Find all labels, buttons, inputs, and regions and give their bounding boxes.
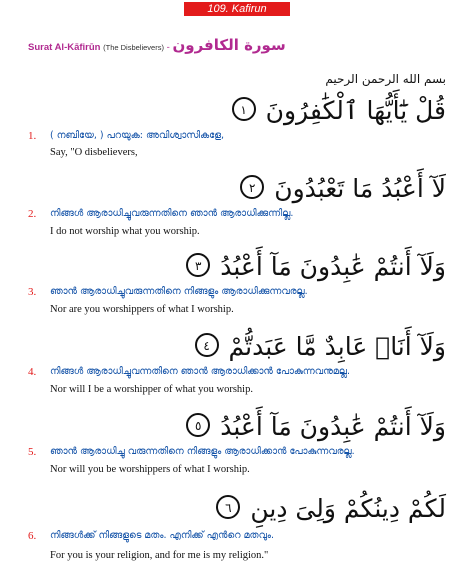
verse-arabic: [214, 490, 446, 528]
verse-malayalam: നിങ്ങള്‍ ആരാധിച്ചുവരുന്നതിനെ ഞാന്‍ ആരാധിക്കുന്നില്ല.: [50, 208, 294, 219]
ayah-marker-icon: ٦: [216, 495, 240, 519]
verse-arabic: [238, 170, 446, 208]
verse-english: Nor will you be worshippers of what I worship.: [50, 464, 250, 475]
verse-malayalam: ( നബിയേ, ) പറയുക: അവിശ്വാസികളേ,: [50, 130, 225, 141]
verse-english: For you is your religion, and for me is my religion.": [50, 550, 269, 561]
verse-number: 6.: [28, 530, 37, 542]
arabic-text: لَكُمْ دِينُكُمْ وَلِىَ دِينِ: [250, 494, 446, 523]
arabic-text: وَلَآ أَنَا۠ عَابِدٌ مَّا عَبَدتُّمْ: [228, 332, 446, 361]
verse-malayalam: ഞാന്‍ ആരാധിച്ചുവരുന്നതിനെ നിങ്ങളും ആരാധിക്കുന്നവരല്ല.: [50, 286, 308, 297]
ayah-marker-icon: ٣: [186, 253, 210, 277]
verse-number: 5.: [28, 446, 37, 458]
ayah-marker-icon: ٤: [195, 333, 219, 357]
arabic-text: وَلَآ أَنتُمْ عَٰبِدُونَ مَآ أَعْبُدُ: [220, 412, 446, 441]
arabic-text: وَلَآ أَنتُمْ عَٰبِدُونَ مَآ أَعْبُدُ: [220, 252, 446, 281]
verse-arabic: [184, 408, 446, 446]
page-title: 109. Kafirun: [184, 2, 290, 16]
surah-arabic-title: سورة الكافرون: [172, 36, 286, 54]
verse-english: I do not worship what you worship.: [50, 226, 200, 237]
verse-number: 3.: [28, 286, 37, 298]
verse-english: Nor will I be a worshipper of what you worship.: [50, 384, 253, 395]
verse-malayalam: ഞാന്‍ ആരാധിച്ചു വരുന്നതിനെ നിങ്ങളും ആരാധിക്കാന്‍ പോകുന്നവരല്ല.: [50, 446, 355, 457]
verse-arabic: [184, 248, 446, 286]
separator: -: [166, 42, 170, 53]
verse-malayalam: നിങ്ങള്‍ക്ക് നിങ്ങളുടെ മതം. എനിക്ക് എന്‍റെ മതവും.: [50, 530, 274, 541]
surah-header: [28, 36, 328, 58]
arabic-text: لَآ أَعْبُدُ مَا تَعْبُدُونَ: [274, 174, 446, 203]
verse-arabic: [193, 328, 446, 366]
verse-number: 1.: [28, 130, 37, 142]
arabic-text: قُلْ يَٰٓأَيُّهَا ٱلْكَٰفِرُونَ: [265, 96, 446, 125]
verse-number: 4.: [28, 366, 37, 378]
basmala: بسم الله الرحمن الرحيم: [325, 72, 446, 86]
surah-meaning: (The Disbelievers): [103, 43, 164, 52]
surah-name: Surat Al-Kāfirūn: [28, 42, 101, 53]
verse-arabic: [230, 92, 446, 130]
verse-english: Say, "O disbelievers,: [50, 147, 138, 158]
verse-english: Nor are you worshippers of what I worship.: [50, 304, 234, 315]
verse-number: 2.: [28, 208, 37, 220]
ayah-marker-icon: ٥: [186, 413, 210, 437]
ayah-marker-icon: ٢: [240, 175, 264, 199]
verse-malayalam: നിങ്ങള്‍ ആരാധിച്ചുവന്നതിനെ ഞാന്‍ ആരാധിക്കാന്‍ പോകുന്നവനുമല്ല.: [50, 366, 350, 377]
ayah-marker-icon: ١: [232, 97, 256, 121]
